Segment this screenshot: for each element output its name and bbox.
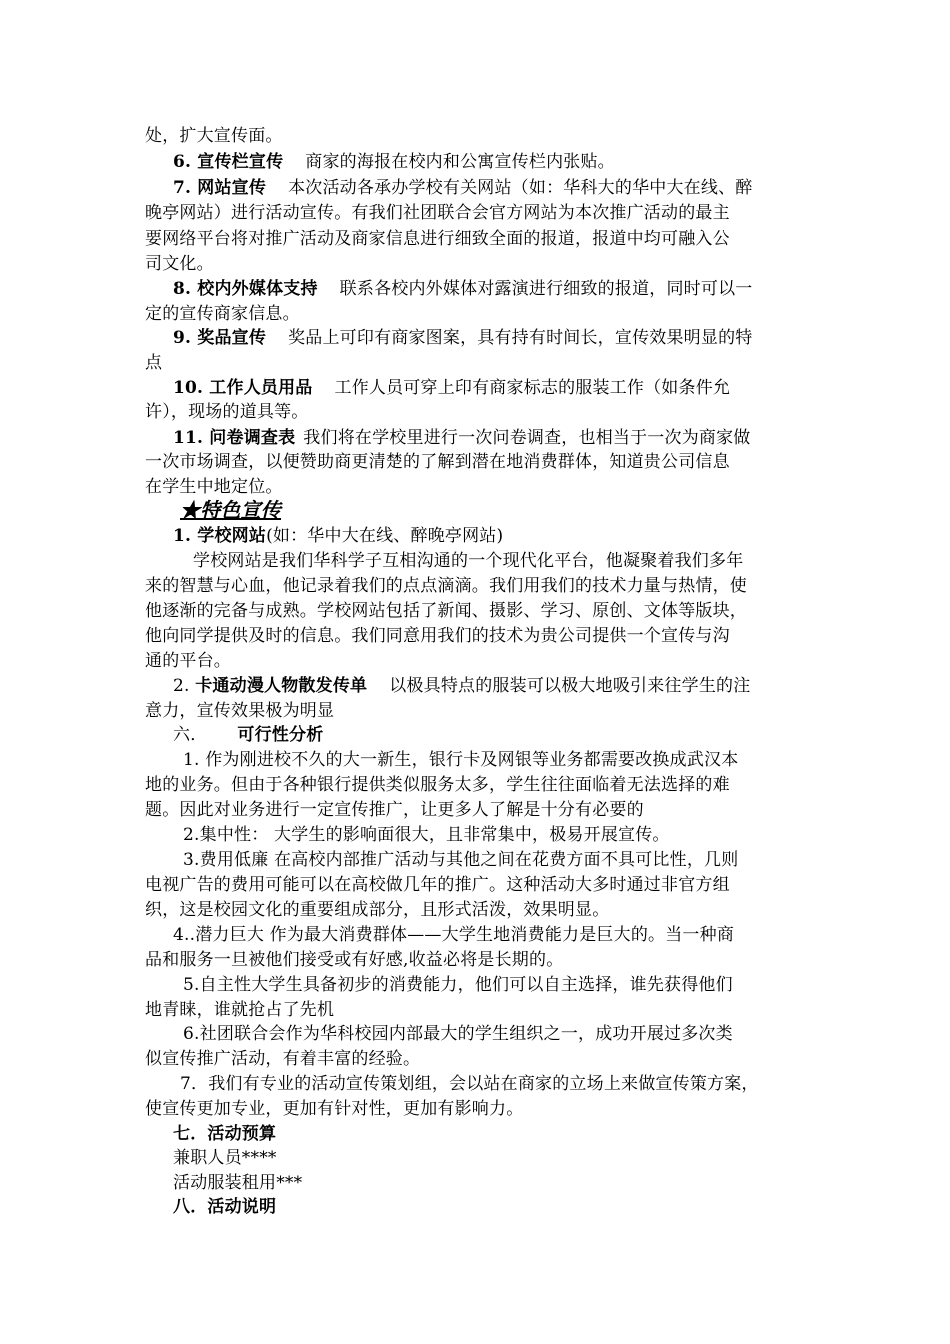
heading-line: 2. 卡通动漫人物散发传单 以极具特点的服装可以极大地吸引来往学生的注: [173, 676, 751, 696]
item-heading: 8. 校内外媒体支持: [173, 279, 318, 299]
item-heading: 9. 奖品宣传: [173, 328, 267, 348]
text-line: 6.社团联合会作为华科校园内部最大的学生组织之一，成功开展过多次类: [183, 1024, 733, 1044]
item-heading: 10. 工作人员用品: [173, 378, 313, 398]
text-line: 地青睐，谁就抢占了先机: [145, 1000, 335, 1020]
item-heading: 7. 网站宣传: [173, 178, 267, 198]
section-heading: 六． 可行性分析: [173, 725, 324, 745]
text-line: 司文化。: [145, 254, 214, 274]
text-line: 品和服务一旦被他们接受或有好感,收益必将是长期的。: [145, 950, 564, 970]
text-line: 1. 作为刚进校不久的大一新生，银行卡及网银等业务都需要改换成武汉本: [183, 750, 739, 770]
heading-line: 7. 网站宣传 本次活动各承办学校有关网站（如：华科大的华中大在线、醉: [173, 178, 753, 198]
heading-line: 10. 工作人员用品 工作人员可穿上印有商家标志的服装工作（如条件允: [173, 378, 731, 398]
section-heading: 七．活动预算: [173, 1124, 277, 1144]
heading-line: 11. 问卷调查表 我们将在学校里进行一次问卷调查，也相当于一次为商家做: [173, 428, 751, 448]
text-line: 点: [145, 353, 163, 373]
text-line: 题。因此对业务进行一定宣传推广，让更多人了解是十分有必要的: [145, 800, 644, 820]
text-line: 织，这是校园文化的重要组成部分，且形式活泼，效果明显。: [145, 900, 610, 920]
text-line: 他向同学提供及时的信息。我们同意用我们的技术为贵公司提供一个宣传与沟: [145, 626, 730, 646]
item-heading: 1. 学校网站: [173, 526, 267, 546]
text-line: 2.集中性： 大学生的影响面很大，且非常集中，极易开展宣传。: [183, 825, 670, 845]
section-title-special: ★特色宣传: [180, 498, 281, 522]
text-line: 5.自主性大学生具备初步的消费能力，他们可以自主选择，谁先获得他们: [183, 975, 733, 995]
section-heading: 八．活动说明: [173, 1197, 277, 1217]
text-line: 地的业务。但由于各种银行提供类似服务太多，学生往往面临着无法选择的难: [145, 775, 730, 795]
heading-line: 1. 学校网站(如：华中大在线、醉晚亭网站): [173, 526, 504, 546]
text-line: 7．我们有专业的活动宣传策划组，会以站在商家的立场上来做宣传策方案，: [180, 1074, 759, 1094]
heading-line: 8. 校内外媒体支持 联系各校内外媒体对露演进行细致的报道，同时可以一: [173, 279, 753, 299]
text-line: 电视广告的费用可能可以在高校做几年的推广。这种活动大多时通过非官方组: [145, 875, 730, 895]
text-line: 处，扩大宣传面。: [145, 126, 283, 146]
text-line: 3.费用低廉 在高校内部推广活动与其他之间在花费方面不具可比性，几则: [183, 850, 739, 870]
text-line: 通的平台。: [145, 651, 231, 671]
heading-line: 6. 宣传栏宣传 商家的海报在校内和公寓宣传栏内张贴。: [173, 152, 615, 172]
item-heading: 6. 宣传栏宣传: [173, 152, 284, 172]
heading-line: 9. 奖品宣传 奖品上可印有商家图案，具有持有时间长，宣传效果明显的特: [173, 328, 753, 348]
text-line: 晚亭网站）进行活动宣传。有我们社团联合会官方网站为本次推广活动的最主: [145, 203, 730, 223]
text-line: 意力，宣传效果极为明显: [145, 701, 335, 721]
text-line: 似宣传推广活动，有着丰富的经验。: [145, 1049, 421, 1069]
text-line: 学校网站是我们华科学子互相沟通的一个现代化平台，他凝聚着我们多年: [193, 551, 744, 571]
text-line: 要网络平台将对推广活动及商家信息进行细致全面的报道，报道中均可融入公: [145, 229, 730, 249]
text-line: 许），现场的道具等。: [145, 402, 309, 422]
text-line: 一次市场调查，以便赞助商更清楚的了解到潜在地消费群体，知道贵公司信息: [145, 452, 730, 472]
item-heading: 卡通动漫人物散发传单: [195, 676, 368, 696]
budget-item: 兼职人员****: [173, 1148, 277, 1168]
budget-item: 活动服装租用***: [173, 1173, 303, 1193]
text-line: 4..潜力巨大 作为最大消费群体——大学生地消费能力是巨大的。当一种商: [173, 925, 735, 945]
text-line: 他逐渐的完备与成熟。学校网站包括了新闻、摄影、学习、原创、文体等版块，: [145, 601, 747, 621]
text-line: 在学生中地定位。: [145, 477, 283, 497]
item-heading: 11. 问卷调查表: [173, 428, 296, 448]
text-line: 定的宣传商家信息。: [145, 304, 300, 324]
text-line: 来的智慧与心血，他记录着我们的点点滴滴。我们用我们的技术力量与热情，使: [145, 576, 747, 596]
text-line: 使宣传更加专业，更加有针对性，更加有影响力。: [145, 1099, 524, 1119]
